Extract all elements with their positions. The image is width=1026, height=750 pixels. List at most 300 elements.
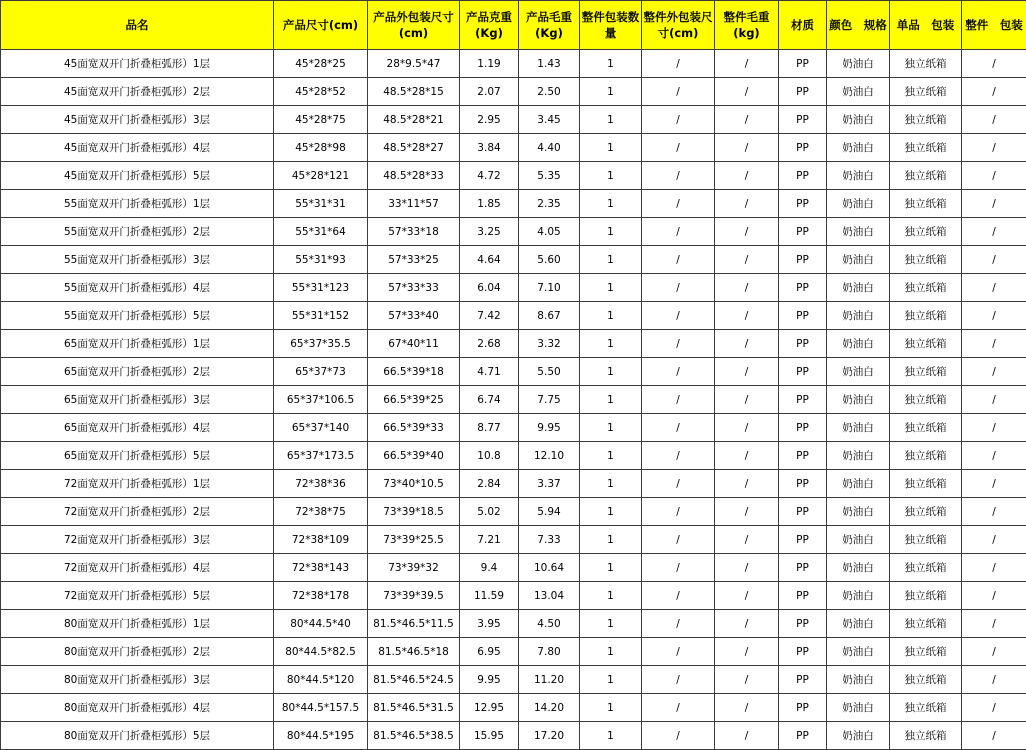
table-row — [1, 638, 1026, 666]
header-unit-packaging: 单品 包装 — [890, 1, 962, 50]
cell-carton-size: / — [642, 414, 715, 442]
cell-product-name: 65面宽双开门折叠柜弧形）2层 — [1, 358, 274, 386]
cell-color-spec: 奶油白 — [827, 358, 890, 386]
cell-carton-quantity: 1 — [580, 50, 642, 78]
cell-color-spec: 奶油白 — [827, 78, 890, 106]
header-carton-gross-weight: 整件毛重(kg) — [715, 1, 779, 50]
cell-outer-package-size: 66.5*39*18 — [368, 358, 460, 386]
cell-material: PP — [779, 50, 827, 78]
cell-carton-gross-weight: / — [715, 246, 779, 274]
cell-carton-quantity: 1 — [580, 246, 642, 274]
cell-carton-quantity: 1 — [580, 582, 642, 610]
cell-product-size: 80*44.5*157.5 — [274, 694, 368, 722]
cell-gross-weight: 2.50 — [519, 78, 580, 106]
cell-carton-gross-weight: / — [715, 274, 779, 302]
cell-carton-size: / — [642, 302, 715, 330]
cell-gross-weight: 5.60 — [519, 246, 580, 274]
cell-unit-packaging: 独立纸箱 — [890, 274, 962, 302]
cell-outer-package-size: 73*39*32 — [368, 554, 460, 582]
cell-product-name: 72面宽双开门折叠柜弧形）1层 — [1, 470, 274, 498]
cell-outer-package-size: 48.5*28*15 — [368, 78, 460, 106]
cell-product-size: 55*31*64 — [274, 218, 368, 246]
cell-product-name: 80面宽双开门折叠柜弧形）4层 — [1, 694, 274, 722]
cell-net-weight: 6.04 — [460, 274, 519, 302]
cell-carton-gross-weight: / — [715, 554, 779, 582]
cell-color-spec: 奶油白 — [827, 218, 890, 246]
cell-carton-quantity: 1 — [580, 358, 642, 386]
cell-unit-packaging: 独立纸箱 — [890, 358, 962, 386]
cell-net-weight: 9.4 — [460, 554, 519, 582]
cell-product-size: 65*37*140 — [274, 414, 368, 442]
cell-carton-packaging: / — [962, 554, 1026, 582]
cell-material: PP — [779, 666, 827, 694]
cell-net-weight: 9.95 — [460, 666, 519, 694]
cell-color-spec: 奶油白 — [827, 694, 890, 722]
cell-unit-packaging: 独立纸箱 — [890, 526, 962, 554]
cell-carton-size: / — [642, 498, 715, 526]
header-carton-quantity: 整件包装数量 — [580, 1, 642, 50]
cell-product-size: 55*31*123 — [274, 274, 368, 302]
cell-carton-size: / — [642, 722, 715, 750]
cell-carton-quantity: 1 — [580, 78, 642, 106]
cell-net-weight: 12.95 — [460, 694, 519, 722]
cell-product-name: 65面宽双开门折叠柜弧形）1层 — [1, 330, 274, 358]
cell-product-name: 55面宽双开门折叠柜弧形）4层 — [1, 274, 274, 302]
cell-material: PP — [779, 246, 827, 274]
cell-carton-quantity: 1 — [580, 302, 642, 330]
cell-carton-packaging: / — [962, 50, 1026, 78]
cell-carton-quantity: 1 — [580, 274, 642, 302]
cell-product-size: 72*38*109 — [274, 526, 368, 554]
cell-color-spec: 奶油白 — [827, 638, 890, 666]
cell-net-weight: 2.68 — [460, 330, 519, 358]
cell-gross-weight: 7.33 — [519, 526, 580, 554]
cell-carton-gross-weight: / — [715, 638, 779, 666]
cell-net-weight: 11.59 — [460, 582, 519, 610]
table-row — [1, 414, 1026, 442]
cell-carton-quantity: 1 — [580, 414, 642, 442]
cell-material: PP — [779, 162, 827, 190]
cell-carton-size: / — [642, 134, 715, 162]
cell-net-weight: 10.8 — [460, 442, 519, 470]
cell-unit-packaging: 独立纸箱 — [890, 610, 962, 638]
cell-product-size: 55*31*93 — [274, 246, 368, 274]
cell-product-name: 45面宽双开门折叠柜弧形）1层 — [1, 50, 274, 78]
cell-net-weight: 2.07 — [460, 78, 519, 106]
cell-carton-quantity: 1 — [580, 386, 642, 414]
cell-outer-package-size: 81.5*46.5*11.5 — [368, 610, 460, 638]
cell-carton-gross-weight: / — [715, 582, 779, 610]
cell-product-name: 45面宽双开门折叠柜弧形）2层 — [1, 78, 274, 106]
cell-outer-package-size: 57*33*18 — [368, 218, 460, 246]
header-net-weight: 产品克重(Kg) — [460, 1, 519, 50]
cell-net-weight: 4.71 — [460, 358, 519, 386]
cell-carton-gross-weight: / — [715, 470, 779, 498]
cell-material: PP — [779, 358, 827, 386]
cell-unit-packaging: 独立纸箱 — [890, 470, 962, 498]
cell-product-size: 72*38*178 — [274, 582, 368, 610]
cell-outer-package-size: 73*39*18.5 — [368, 498, 460, 526]
cell-gross-weight: 11.20 — [519, 666, 580, 694]
cell-material: PP — [779, 386, 827, 414]
table-row — [1, 106, 1026, 134]
header-gross-weight: 产品毛重(Kg) — [519, 1, 580, 50]
cell-product-size: 72*38*143 — [274, 554, 368, 582]
table-row — [1, 442, 1026, 470]
cell-material: PP — [779, 78, 827, 106]
cell-material: PP — [779, 302, 827, 330]
table-row — [1, 302, 1026, 330]
cell-carton-packaging: / — [962, 470, 1026, 498]
cell-product-name: 80面宽双开门折叠柜弧形）5层 — [1, 722, 274, 750]
cell-carton-size: / — [642, 162, 715, 190]
table-row — [1, 50, 1026, 78]
cell-product-name: 55面宽双开门折叠柜弧形）5层 — [1, 302, 274, 330]
cell-carton-packaging: / — [962, 414, 1026, 442]
cell-material: PP — [779, 722, 827, 750]
cell-product-name: 72面宽双开门折叠柜弧形）3层 — [1, 526, 274, 554]
cell-gross-weight: 4.05 — [519, 218, 580, 246]
cell-gross-weight: 4.50 — [519, 610, 580, 638]
cell-product-size: 45*28*75 — [274, 106, 368, 134]
cell-carton-packaging: / — [962, 358, 1026, 386]
cell-product-name: 80面宽双开门折叠柜弧形）3层 — [1, 666, 274, 694]
cell-carton-gross-weight: / — [715, 50, 779, 78]
cell-unit-packaging: 独立纸箱 — [890, 386, 962, 414]
cell-carton-gross-weight: / — [715, 386, 779, 414]
header-carton-packaging: 整件 包装 — [962, 1, 1026, 50]
table-row — [1, 694, 1026, 722]
cell-outer-package-size: 57*33*33 — [368, 274, 460, 302]
cell-color-spec: 奶油白 — [827, 414, 890, 442]
cell-product-size: 45*28*25 — [274, 50, 368, 78]
cell-carton-size: / — [642, 470, 715, 498]
cell-carton-gross-weight: / — [715, 498, 779, 526]
cell-net-weight: 2.84 — [460, 470, 519, 498]
cell-color-spec: 奶油白 — [827, 106, 890, 134]
cell-gross-weight: 3.37 — [519, 470, 580, 498]
cell-product-size: 65*37*35.5 — [274, 330, 368, 358]
cell-carton-quantity: 1 — [580, 610, 642, 638]
cell-outer-package-size: 57*33*40 — [368, 302, 460, 330]
cell-color-spec: 奶油白 — [827, 246, 890, 274]
cell-gross-weight: 4.40 — [519, 134, 580, 162]
header-material: 材质 — [779, 1, 827, 50]
cell-carton-packaging: / — [962, 162, 1026, 190]
cell-carton-packaging: / — [962, 526, 1026, 554]
cell-outer-package-size: 81.5*46.5*31.5 — [368, 694, 460, 722]
cell-product-name: 72面宽双开门折叠柜弧形）4层 — [1, 554, 274, 582]
cell-carton-gross-weight: / — [715, 218, 779, 246]
cell-outer-package-size: 28*9.5*47 — [368, 50, 460, 78]
cell-unit-packaging: 独立纸箱 — [890, 218, 962, 246]
cell-unit-packaging: 独立纸箱 — [890, 330, 962, 358]
table-row — [1, 386, 1026, 414]
cell-carton-quantity: 1 — [580, 442, 642, 470]
cell-carton-quantity: 1 — [580, 470, 642, 498]
cell-net-weight: 3.84 — [460, 134, 519, 162]
cell-unit-packaging: 独立纸箱 — [890, 666, 962, 694]
cell-color-spec: 奶油白 — [827, 190, 890, 218]
cell-carton-packaging: / — [962, 694, 1026, 722]
table-row — [1, 274, 1026, 302]
cell-unit-packaging: 独立纸箱 — [890, 50, 962, 78]
cell-gross-weight: 14.20 — [519, 694, 580, 722]
header-outer-package-size: 产品外包装尺寸(cm) — [368, 1, 460, 50]
cell-outer-package-size: 66.5*39*25 — [368, 386, 460, 414]
cell-carton-size: / — [642, 106, 715, 134]
cell-product-size: 65*37*73 — [274, 358, 368, 386]
cell-gross-weight: 9.95 — [519, 414, 580, 442]
cell-color-spec: 奶油白 — [827, 582, 890, 610]
cell-carton-packaging: / — [962, 638, 1026, 666]
cell-net-weight: 7.21 — [460, 526, 519, 554]
cell-carton-gross-weight: / — [715, 78, 779, 106]
cell-material: PP — [779, 638, 827, 666]
cell-carton-size: / — [642, 694, 715, 722]
cell-material: PP — [779, 414, 827, 442]
cell-gross-weight: 12.10 — [519, 442, 580, 470]
cell-gross-weight: 10.64 — [519, 554, 580, 582]
cell-gross-weight: 7.80 — [519, 638, 580, 666]
cell-net-weight: 5.02 — [460, 498, 519, 526]
cell-product-size: 45*28*121 — [274, 162, 368, 190]
cell-color-spec: 奶油白 — [827, 386, 890, 414]
cell-outer-package-size: 67*40*11 — [368, 330, 460, 358]
cell-carton-size: / — [642, 526, 715, 554]
cell-outer-package-size: 48.5*28*27 — [368, 134, 460, 162]
cell-material: PP — [779, 134, 827, 162]
cell-carton-gross-weight: / — [715, 162, 779, 190]
cell-carton-gross-weight: / — [715, 190, 779, 218]
table-row — [1, 610, 1026, 638]
cell-material: PP — [779, 694, 827, 722]
cell-carton-packaging: / — [962, 78, 1026, 106]
cell-material: PP — [779, 190, 827, 218]
cell-product-size: 45*28*98 — [274, 134, 368, 162]
cell-unit-packaging: 独立纸箱 — [890, 106, 962, 134]
cell-net-weight: 1.85 — [460, 190, 519, 218]
cell-carton-quantity: 1 — [580, 190, 642, 218]
cell-carton-quantity: 1 — [580, 330, 642, 358]
cell-carton-gross-weight: / — [715, 302, 779, 330]
cell-unit-packaging: 独立纸箱 — [890, 246, 962, 274]
cell-material: PP — [779, 526, 827, 554]
cell-carton-quantity: 1 — [580, 666, 642, 694]
cell-material: PP — [779, 106, 827, 134]
cell-product-size: 72*38*36 — [274, 470, 368, 498]
cell-carton-quantity: 1 — [580, 638, 642, 666]
cell-carton-size: / — [642, 50, 715, 78]
cell-outer-package-size: 33*11*57 — [368, 190, 460, 218]
cell-product-size: 80*44.5*82.5 — [274, 638, 368, 666]
cell-carton-quantity: 1 — [580, 498, 642, 526]
cell-gross-weight: 17.20 — [519, 722, 580, 750]
table-row — [1, 246, 1026, 274]
cell-material: PP — [779, 330, 827, 358]
cell-color-spec: 奶油白 — [827, 302, 890, 330]
cell-carton-packaging: / — [962, 722, 1026, 750]
table-row — [1, 582, 1026, 610]
table-row — [1, 190, 1026, 218]
cell-net-weight: 4.64 — [460, 246, 519, 274]
cell-carton-gross-weight: / — [715, 666, 779, 694]
cell-unit-packaging: 独立纸箱 — [890, 190, 962, 218]
cell-carton-gross-weight: / — [715, 722, 779, 750]
cell-product-size: 55*31*31 — [274, 190, 368, 218]
cell-product-name: 55面宽双开门折叠柜弧形）3层 — [1, 246, 274, 274]
table-row — [1, 330, 1026, 358]
cell-color-spec: 奶油白 — [827, 274, 890, 302]
cell-color-spec: 奶油白 — [827, 722, 890, 750]
cell-color-spec: 奶油白 — [827, 442, 890, 470]
cell-carton-packaging: / — [962, 218, 1026, 246]
table-row — [1, 498, 1026, 526]
cell-carton-size: / — [642, 666, 715, 694]
cell-carton-packaging: / — [962, 246, 1026, 274]
cell-product-size: 65*37*106.5 — [274, 386, 368, 414]
cell-outer-package-size: 66.5*39*40 — [368, 442, 460, 470]
cell-carton-gross-weight: / — [715, 358, 779, 386]
cell-carton-size: / — [642, 246, 715, 274]
cell-outer-package-size: 81.5*46.5*18 — [368, 638, 460, 666]
cell-carton-quantity: 1 — [580, 722, 642, 750]
cell-product-name: 65面宽双开门折叠柜弧形）3层 — [1, 386, 274, 414]
cell-unit-packaging: 独立纸箱 — [890, 442, 962, 470]
cell-carton-gross-weight: / — [715, 526, 779, 554]
header-color-spec: 颜色 规格 — [827, 1, 890, 50]
table-row — [1, 554, 1026, 582]
cell-color-spec: 奶油白 — [827, 526, 890, 554]
cell-carton-packaging: / — [962, 274, 1026, 302]
table-row — [1, 218, 1026, 246]
cell-carton-packaging: / — [962, 330, 1026, 358]
cell-outer-package-size: 81.5*46.5*38.5 — [368, 722, 460, 750]
cell-gross-weight: 5.94 — [519, 498, 580, 526]
cell-color-spec: 奶油白 — [827, 330, 890, 358]
table-row — [1, 358, 1026, 386]
cell-unit-packaging: 独立纸箱 — [890, 134, 962, 162]
cell-unit-packaging: 独立纸箱 — [890, 694, 962, 722]
cell-product-size: 80*44.5*120 — [274, 666, 368, 694]
cell-outer-package-size: 48.5*28*21 — [368, 106, 460, 134]
table-row — [1, 162, 1026, 190]
cell-material: PP — [779, 274, 827, 302]
cell-carton-packaging: / — [962, 582, 1026, 610]
cell-color-spec: 奶油白 — [827, 666, 890, 694]
cell-carton-quantity: 1 — [580, 218, 642, 246]
cell-carton-packaging: / — [962, 498, 1026, 526]
cell-gross-weight: 3.45 — [519, 106, 580, 134]
cell-carton-gross-weight: / — [715, 442, 779, 470]
cell-net-weight: 6.95 — [460, 638, 519, 666]
cell-carton-quantity: 1 — [580, 162, 642, 190]
cell-carton-size: / — [642, 386, 715, 414]
cell-material: PP — [779, 582, 827, 610]
cell-product-name: 72面宽双开门折叠柜弧形）5层 — [1, 582, 274, 610]
cell-product-name: 45面宽双开门折叠柜弧形）4层 — [1, 134, 274, 162]
cell-product-name: 45面宽双开门折叠柜弧形）3层 — [1, 106, 274, 134]
cell-unit-packaging: 独立纸箱 — [890, 554, 962, 582]
cell-product-size: 55*31*152 — [274, 302, 368, 330]
table-row — [1, 78, 1026, 106]
table-row — [1, 722, 1026, 750]
cell-gross-weight: 5.50 — [519, 358, 580, 386]
table-row — [1, 134, 1026, 162]
cell-product-name: 55面宽双开门折叠柜弧形）2层 — [1, 218, 274, 246]
cell-gross-weight: 3.32 — [519, 330, 580, 358]
cell-carton-size: / — [642, 274, 715, 302]
cell-outer-package-size: 81.5*46.5*24.5 — [368, 666, 460, 694]
cell-net-weight: 4.72 — [460, 162, 519, 190]
cell-product-name: 45面宽双开门折叠柜弧形）5层 — [1, 162, 274, 190]
cell-product-name: 55面宽双开门折叠柜弧形）1层 — [1, 190, 274, 218]
cell-material: PP — [779, 442, 827, 470]
cell-carton-gross-weight: / — [715, 414, 779, 442]
cell-carton-size: / — [642, 582, 715, 610]
header-carton-size: 整件外包装尺寸(cm) — [642, 1, 715, 50]
cell-unit-packaging: 独立纸箱 — [890, 498, 962, 526]
cell-product-name: 80面宽双开门折叠柜弧形）1层 — [1, 610, 274, 638]
header-product-size: 产品尺寸(cm) — [274, 1, 368, 50]
cell-carton-size: / — [642, 358, 715, 386]
cell-carton-quantity: 1 — [580, 134, 642, 162]
cell-outer-package-size: 73*39*39.5 — [368, 582, 460, 610]
cell-unit-packaging: 独立纸箱 — [890, 302, 962, 330]
cell-outer-package-size: 48.5*28*33 — [368, 162, 460, 190]
cell-net-weight: 1.19 — [460, 50, 519, 78]
cell-product-name: 65面宽双开门折叠柜弧形）5层 — [1, 442, 274, 470]
cell-carton-gross-weight: / — [715, 134, 779, 162]
cell-gross-weight: 8.67 — [519, 302, 580, 330]
cell-carton-size: / — [642, 330, 715, 358]
cell-product-size: 80*44.5*195 — [274, 722, 368, 750]
cell-product-size: 80*44.5*40 — [274, 610, 368, 638]
cell-carton-packaging: / — [962, 386, 1026, 414]
cell-gross-weight: 7.75 — [519, 386, 580, 414]
header-product-name: 品名 — [1, 1, 274, 50]
cell-net-weight: 2.95 — [460, 106, 519, 134]
cell-carton-size: / — [642, 78, 715, 106]
table-row — [1, 666, 1026, 694]
cell-unit-packaging: 独立纸箱 — [890, 722, 962, 750]
cell-net-weight: 15.95 — [460, 722, 519, 750]
cell-gross-weight: 7.10 — [519, 274, 580, 302]
cell-gross-weight: 5.35 — [519, 162, 580, 190]
cell-color-spec: 奶油白 — [827, 554, 890, 582]
table-header — [1, 1, 1026, 50]
cell-outer-package-size: 73*40*10.5 — [368, 470, 460, 498]
cell-gross-weight: 2.35 — [519, 190, 580, 218]
cell-outer-package-size: 57*33*25 — [368, 246, 460, 274]
cell-outer-package-size: 73*39*25.5 — [368, 526, 460, 554]
cell-carton-packaging: / — [962, 190, 1026, 218]
cell-carton-packaging: / — [962, 666, 1026, 694]
cell-product-size: 72*38*75 — [274, 498, 368, 526]
cell-product-size: 65*37*173.5 — [274, 442, 368, 470]
cell-product-name: 72面宽双开门折叠柜弧形）2层 — [1, 498, 274, 526]
cell-color-spec: 奶油白 — [827, 498, 890, 526]
header-row — [1, 1, 1026, 50]
cell-color-spec: 奶油白 — [827, 134, 890, 162]
cell-carton-packaging: / — [962, 302, 1026, 330]
table-row — [1, 470, 1026, 498]
cell-net-weight: 6.74 — [460, 386, 519, 414]
table-row — [1, 526, 1026, 554]
cell-unit-packaging: 独立纸箱 — [890, 582, 962, 610]
cell-carton-size: / — [642, 610, 715, 638]
cell-net-weight: 3.95 — [460, 610, 519, 638]
